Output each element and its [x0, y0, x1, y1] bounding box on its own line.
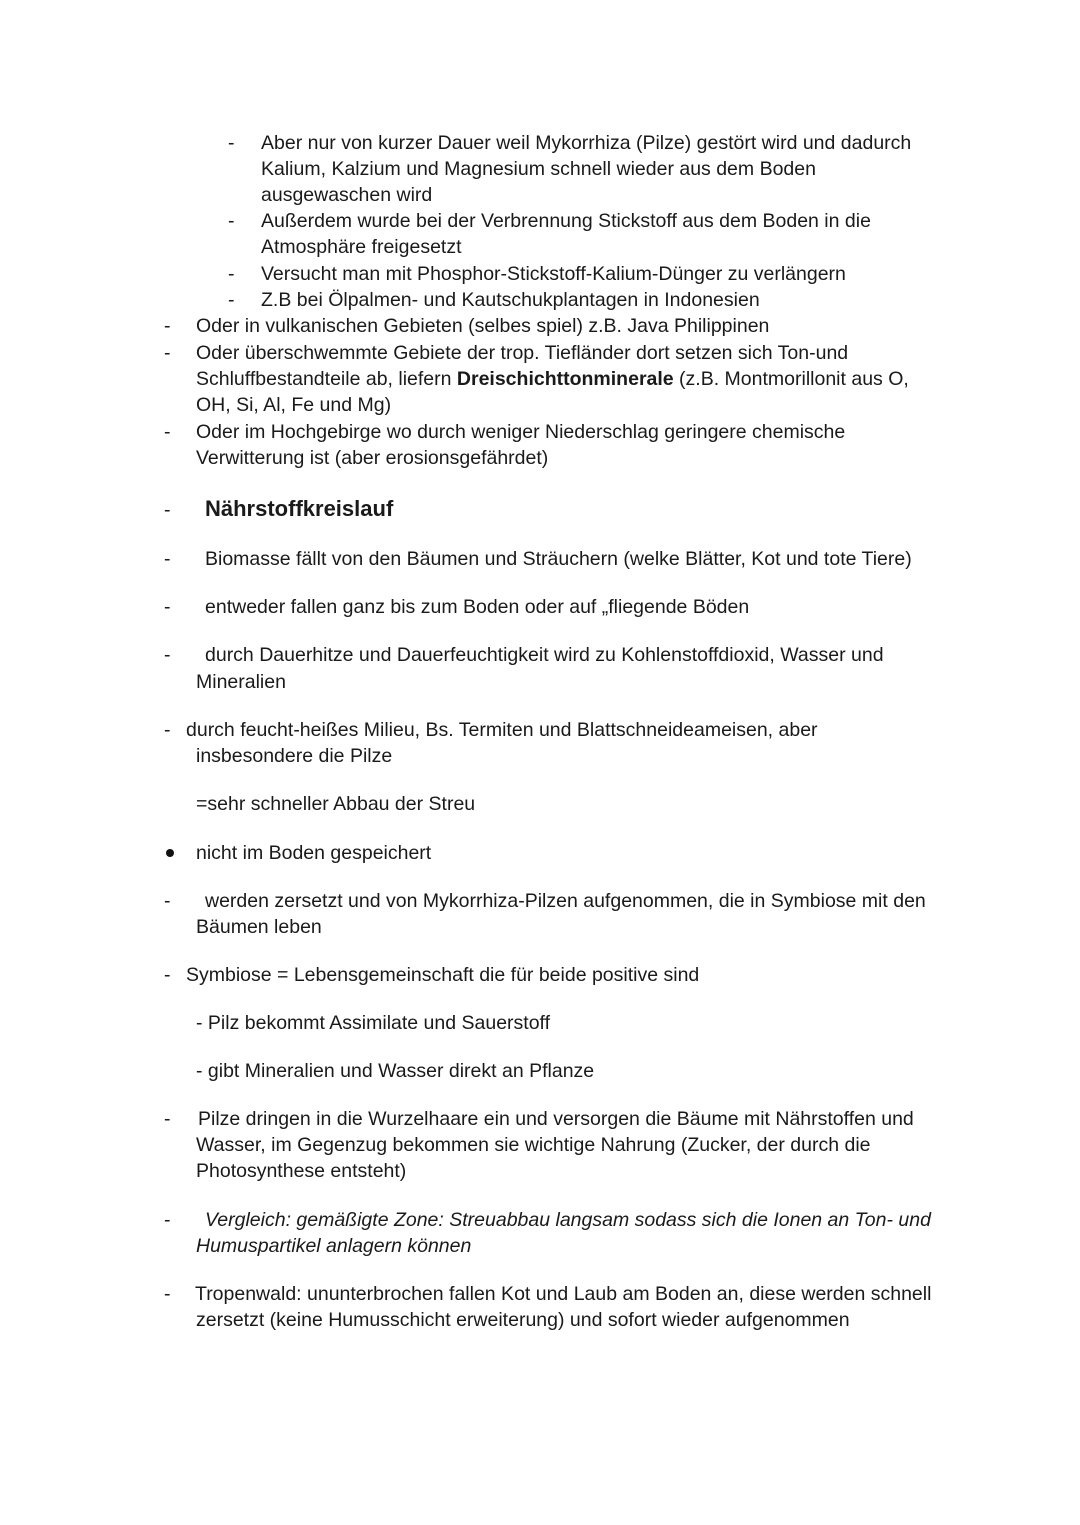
list-item-hochgebirge-line2: Verwitterung ist (aber erosionsgefährdet) [196, 447, 549, 469]
bullet-dash: - [164, 1209, 171, 1231]
list-item-hitze-line2: Mineralien [196, 671, 286, 693]
list-item-zersetzt-line2: Bäumen leben [196, 916, 322, 938]
sub-item-line: Kalium, Kalzium und Magnesium schnell wieder aus dem Boden [261, 158, 816, 180]
sub-item-pilz: - Pilz bekommt Assimilate und Sauerstoff [196, 1012, 551, 1034]
list-item-gespeichert: nicht im Boden gespeichert [196, 842, 432, 864]
sub-item-line: ausgewaschen wird [261, 184, 433, 206]
list-item-vulkan: Oder in vulkanischen Gebieten (selbes spiel) z.B. Java Philippinen [196, 315, 770, 337]
bullet-dash: - [164, 719, 171, 741]
list-item-wurzel-line3: Photosynthese entsteht) [196, 1160, 407, 1182]
bullet-dash: - [164, 644, 171, 666]
bullet-dash: - [164, 964, 171, 986]
sub-bullet-dash: - [228, 132, 235, 154]
list-item-tropen: Tropenwald: ununterbrochen fallen Kot und Laub am Boden an, diese werden schnell [195, 1283, 932, 1305]
bold-term: Dreischichttonminerale [456, 368, 674, 390]
text-run: Schluffbestandteile ab, liefern [196, 368, 457, 390]
list-item-hochgebirge: Oder im Hochgebirge wo durch weniger Niederschlag geringere chemische [196, 421, 846, 443]
list-item-ueberschwemmt-line2 [196, 366, 909, 392]
bullet-dash: - [164, 1283, 171, 1305]
list-item-wurzel-line2: Wasser, im Gegenzug bekommen sie wichtige Nahrung (Zucker, der durch die [196, 1134, 871, 1156]
list-item-wurzel: Pilze dringen in die Wurzelhaare ein und versorgen die Bäume mit Nährstoffen und [198, 1108, 914, 1130]
sub-item-line: Atmosphäre freigesetzt [261, 236, 462, 258]
bullet-dash: - [164, 342, 171, 364]
bullet-dot [166, 849, 174, 857]
bullet-dash: - [164, 499, 171, 521]
sub-bullet-dash: - [228, 210, 235, 232]
sub-item-line: Aber nur von kurzer Dauer weil Mykorrhiza (Pilze) gestört wird und dadurch [261, 132, 912, 154]
bullet-dash: - [164, 421, 171, 443]
list-item-tropen-line2: zersetzt (keine Humusschicht erweiterung) und sofort wieder aufgenommen [196, 1309, 850, 1331]
bullet-dash: - [164, 890, 171, 912]
bullet-dash: - [164, 1108, 171, 1130]
list-item-milieu-line2: insbesondere die Pilze [196, 745, 393, 767]
text-run: (z.B. Montmorillonit aus O, [673, 368, 909, 390]
list-item-ueberschwemmt-line3: OH, Si, Al, Fe und Mg) [196, 394, 392, 416]
list-item-hitze: durch Dauerhitze und Dauerfeuchtigkeit wird zu Kohlenstoffdioxid, Wasser und [205, 644, 884, 666]
list-item-biomasse: Biomasse fällt von den Bäumen und Sträuchern (welke Blätter, Kot und tote Tiere) [205, 548, 912, 570]
list-item-ueberschwemmt: Oder überschwemmte Gebiete der trop. Tiefländer dort setzen sich Ton-und [196, 342, 849, 364]
sub-bullet-dash: - [228, 263, 235, 285]
list-item-symbiose: Symbiose = Lebensgemeinschaft die für beide positive sind [186, 964, 700, 986]
bullet-dash: - [164, 548, 171, 570]
sub-item-line: Außerdem wurde bei der Verbrennung Stickstoff aus dem Boden in die [261, 210, 871, 232]
list-item-zersetzt: werden zersetzt und von Mykorrhiza-Pilzen aufgenommen, die in Symbiose mit den [205, 890, 926, 912]
sub-item-line: Z.B bei Ölpalmen- und Kautschukplantagen in Indonesien [261, 289, 760, 311]
paragraph-abbau: =sehr schneller Abbau der Streu [196, 793, 476, 815]
bullet-dash: - [164, 315, 171, 337]
list-item-vergleich-line2: Humuspartikel anlagern können [196, 1235, 472, 1257]
sub-item-line: Versucht man mit Phosphor-Stickstoff-Kalium-Dünger zu verlängern [261, 263, 846, 285]
list-item-vergleich: Vergleich: gemäßigte Zone: Streuabbau langsam sodass sich die Ionen an Ton- und [205, 1209, 931, 1231]
section-heading: Nährstoffkreislauf [205, 496, 394, 521]
sub-item-mineralien: - gibt Mineralien und Wasser direkt an Pflanze [196, 1060, 595, 1082]
list-item-fallen: entweder fallen ganz bis zum Boden oder auf „fliegende Böden [205, 596, 750, 618]
list-item-milieu: durch feucht-heißes Milieu, Bs. Termiten und Blattschneideameisen, aber [186, 719, 818, 741]
sub-bullet-dash: - [228, 289, 235, 311]
bullet-dash: - [164, 596, 171, 618]
